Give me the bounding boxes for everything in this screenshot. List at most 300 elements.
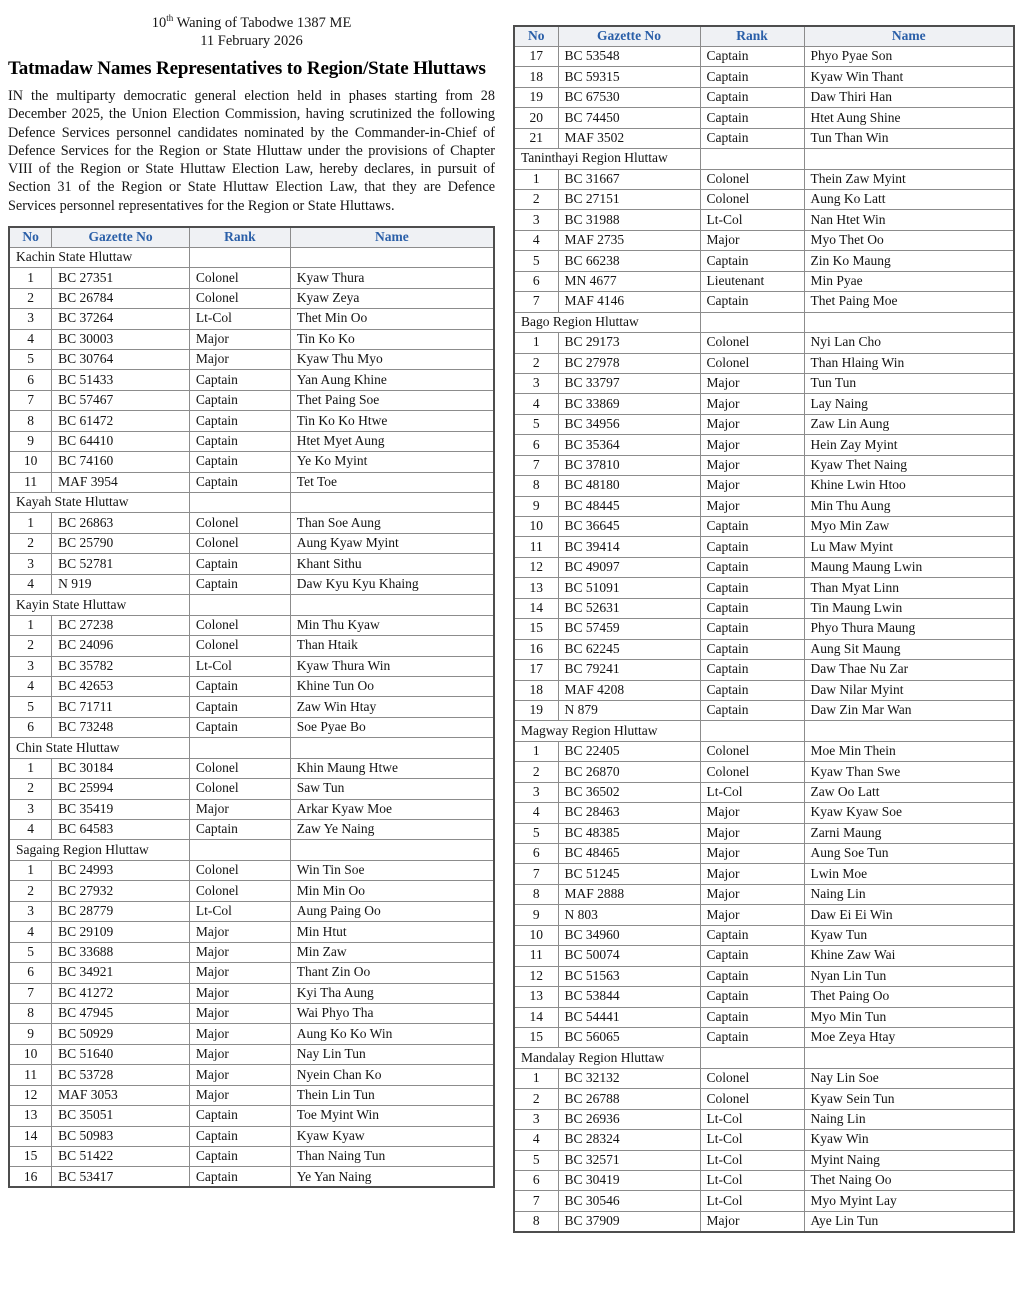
table-row [514,823,1014,843]
cell-gazette-no: BC 53548 [558,46,700,66]
cell-gazette-no: BC 51091 [558,578,700,598]
cell-name: Ye Yan Naing [290,1167,494,1187]
cell-no: 7 [9,390,52,410]
cell-name: Zaw Lin Aung [804,414,1014,434]
cell-gazette-no: BC 67530 [558,87,700,107]
cell-name: Myo Min Tun [804,1007,1014,1027]
cell-no: 6 [9,963,52,983]
cell-gazette-no: BC 27151 [558,190,700,210]
representatives-table-right [513,25,1015,1233]
cell-gazette-no: BC 24993 [52,860,190,880]
cell-rank: Major [189,1024,290,1044]
cell-name: Toe Myint Win [290,1106,494,1126]
cell-no: 13 [514,578,558,598]
section-empty-cell [189,840,290,860]
cell-name: Nay Lin Soe [804,1068,1014,1088]
cell-rank: Colonel [189,636,290,656]
cell-no: 5 [514,414,558,434]
cell-no: 4 [9,820,52,840]
cell-name: Wai Phyo Tha [290,1003,494,1023]
cell-no: 3 [9,656,52,676]
cell-name: Daw Kyu Kyu Khaing [290,574,494,594]
cell-no: 16 [9,1167,52,1187]
cell-name: Than Hlaing Win [804,353,1014,373]
section-row [9,738,494,758]
cell-rank: Major [700,435,804,455]
cell-gazette-no: BC 48180 [558,476,700,496]
cell-no: 13 [514,987,558,1007]
cell-name: Myo Min Zaw [804,517,1014,537]
cell-name: Daw Ei Ei Win [804,905,1014,925]
cell-name: Nyi Lan Cho [804,333,1014,353]
cell-name: Thet Min Oo [290,309,494,329]
cell-no: 2 [9,881,52,901]
article-body: IN the multiparty democratic general election held in phases starting from 28 December 2025, the Union Election Commission, having scrutinized the following Defence Services personnel candidates nominated by the Commander-in-Chief of Defence Services for the Region or State Hluttaw under the provisions of Chapter VIII of the Region or State Hluttaw Election Law, hereby declares, in pursuit of Section 31 of the Region or State Hluttaw Election Law, that they are Defence Services personnel representatives for the Region or State Hluttaws. [8,88,495,214]
cell-gazette-no: BC 28779 [52,901,190,921]
cell-no: 6 [514,271,558,291]
cell-name: Min Thu Aung [804,496,1014,516]
cell-name: Min Thu Kyaw [290,615,494,635]
cell-name: Htet Aung Shine [804,108,1014,128]
cell-rank: Lt-Col [189,309,290,329]
cell-gazette-no: BC 52781 [52,554,190,574]
cell-no: 14 [514,1007,558,1027]
cell-name: Aung Ko Latt [804,190,1014,210]
table-row [9,860,494,880]
cell-no: 11 [9,472,52,492]
cell-no: 9 [514,905,558,925]
cell-name: Naing Lin [804,884,1014,904]
cell-rank: Captain [700,557,804,577]
cell-rank: Colonel [189,533,290,553]
table-row [514,1068,1014,1088]
table-row [9,554,494,574]
cell-no: 11 [9,1065,52,1085]
column-header-gazette-no: Gazette No [52,227,190,247]
cell-name: Aung Ko Ko Win [290,1024,494,1044]
table-row [514,517,1014,537]
cell-rank: Major [700,230,804,250]
cell-gazette-no: BC 48465 [558,844,700,864]
cell-rank: Captain [189,1106,290,1126]
cell-no: 12 [514,557,558,577]
cell-no: 16 [514,639,558,659]
cell-rank: Captain [189,431,290,451]
cell-no: 1 [9,268,52,288]
cell-gazette-no: BC 50929 [52,1024,190,1044]
cell-name: Kyaw Tun [804,925,1014,945]
cell-rank: Captain [189,717,290,737]
table-row [514,864,1014,884]
cell-name: Naing Lin [804,1109,1014,1129]
section-empty-cell [804,721,1014,741]
date-day: 10 [151,14,167,31]
cell-no: 5 [514,251,558,271]
cell-name: Aye Lin Tun [804,1211,1014,1231]
cell-no: 15 [9,1147,52,1167]
cell-rank: Colonel [189,513,290,533]
cell-gazette-no: BC 30003 [52,329,190,349]
cell-rank: Major [700,455,804,475]
table-row [9,370,494,390]
cell-gazette-no: BC 30764 [52,349,190,369]
table-row [514,639,1014,659]
masthead-date [8,13,495,50]
cell-no: 2 [9,288,52,308]
table-row [9,656,494,676]
cell-no: 20 [514,108,558,128]
cell-no: 2 [9,636,52,656]
cell-name: Min Htut [290,922,494,942]
cell-rank: Major [189,1065,290,1085]
cell-rank: Lt-Col [700,1191,804,1211]
cell-gazette-no: BC 57467 [52,390,190,410]
cell-no: 11 [514,537,558,557]
cell-rank: Major [700,905,804,925]
cell-name: Than Naing Tun [290,1147,494,1167]
cell-no: 7 [514,455,558,475]
cell-no: 14 [514,598,558,618]
cell-name: Lwin Moe [804,864,1014,884]
cell-name: Thein Lin Tun [290,1085,494,1105]
date-rest: Waning of Tabodwe 1387 ME [173,14,352,31]
cell-rank: Lt-Col [700,1150,804,1170]
cell-name: Yan Aung Khine [290,370,494,390]
cell-gazette-no: N 919 [52,574,190,594]
cell-no: 12 [9,1085,52,1105]
section-empty-cell [804,312,1014,332]
cell-gazette-no: BC 61472 [52,411,190,431]
table-row [514,46,1014,66]
cell-rank: Lt-Col [189,656,290,676]
cell-name: Kyaw Than Swe [804,762,1014,782]
cell-gazette-no: BC 26936 [558,1109,700,1129]
cell-rank: Colonel [189,779,290,799]
cell-gazette-no: BC 51640 [52,1044,190,1064]
table-row [514,414,1014,434]
cell-rank: Major [189,349,290,369]
cell-gazette-no: BC 27238 [52,615,190,635]
cell-gazette-no: MAF 4146 [558,292,700,312]
section-empty-cell [290,840,494,860]
cell-gazette-no: BC 25994 [52,779,190,799]
cell-gazette-no: BC 51433 [52,370,190,390]
table-row [514,660,1014,680]
table-row [9,513,494,533]
cell-no: 19 [514,700,558,720]
cell-rank: Captain [700,128,804,148]
cell-no: 4 [514,803,558,823]
column-header-rank: Rank [700,26,804,46]
table-row [9,636,494,656]
cell-gazette-no: BC 25790 [52,533,190,553]
cell-no: 8 [514,476,558,496]
cell-rank: Colonel [700,1068,804,1088]
cell-gazette-no: N 803 [558,905,700,925]
cell-gazette-no: BC 51563 [558,966,700,986]
cell-no: 10 [514,517,558,537]
table-row [9,268,494,288]
cell-gazette-no: BC 41272 [52,983,190,1003]
cell-gazette-no: BC 39414 [558,537,700,557]
table-row [9,288,494,308]
cell-no: 13 [9,1106,52,1126]
table-row [514,741,1014,761]
date-line-1 [8,13,495,33]
section-empty-cell [290,738,494,758]
table-row [9,1167,494,1187]
cell-rank: Major [189,1003,290,1023]
cell-no: 6 [9,370,52,390]
cell-gazette-no: BC 79241 [558,660,700,680]
cell-gazette-no: BC 48445 [558,496,700,516]
cell-rank: Captain [700,67,804,87]
cell-name: Nyan Lin Tun [804,966,1014,986]
cell-no: 4 [9,922,52,942]
cell-name: Tin Ko Ko [290,329,494,349]
cell-rank: Captain [700,946,804,966]
cell-rank: Colonel [189,881,290,901]
table-row [9,1065,494,1085]
cell-rank: Colonel [700,353,804,373]
cell-name: Tet Toe [290,472,494,492]
cell-rank: Major [700,496,804,516]
section-empty-cell [189,595,290,615]
cell-rank: Colonel [700,169,804,189]
cell-rank: Captain [700,598,804,618]
cell-name: Tin Maung Lwin [804,598,1014,618]
section-title: Kayah State Hluttaw [9,493,189,513]
column-header-name: Name [804,26,1014,46]
cell-name: Tin Ko Ko Htwe [290,411,494,431]
cell-gazette-no: BC 57459 [558,619,700,639]
cell-name: Ye Ko Myint [290,452,494,472]
section-empty-cell [804,1048,1014,1068]
cell-rank: Captain [700,700,804,720]
cell-no: 2 [514,762,558,782]
cell-no: 1 [514,1068,558,1088]
column-header-gazette-no: Gazette No [558,26,700,46]
cell-gazette-no: BC 64583 [52,820,190,840]
cell-gazette-no: BC 35364 [558,435,700,455]
cell-no: 19 [514,87,558,107]
cell-rank: Captain [700,639,804,659]
cell-gazette-no: BC 28324 [558,1130,700,1150]
cell-gazette-no: MAF 4208 [558,680,700,700]
cell-no: 3 [514,210,558,230]
cell-name: Min Pyae [804,271,1014,291]
cell-rank: Colonel [189,860,290,880]
cell-name: Kyaw Sein Tun [804,1089,1014,1109]
cell-name: Zaw Win Htay [290,697,494,717]
table-row [9,1147,494,1167]
cell-no: 8 [514,1211,558,1231]
table-row [9,1024,494,1044]
cell-name: Kyaw Win Thant [804,67,1014,87]
table-row [9,615,494,635]
table-row [9,881,494,901]
section-title: Chin State Hluttaw [9,738,189,758]
table-row [514,435,1014,455]
cell-name: Maung Maung Lwin [804,557,1014,577]
cell-no: 8 [514,884,558,904]
cell-name: Tun Tun [804,373,1014,393]
cell-no: 3 [514,373,558,393]
cell-name: Daw Thiri Han [804,87,1014,107]
right-column [513,25,1015,1233]
cell-name: Thet Paing Oo [804,987,1014,1007]
cell-rank: Captain [700,517,804,537]
table-row [514,169,1014,189]
cell-rank: Captain [700,680,804,700]
cell-gazette-no: BC 27351 [52,268,190,288]
cell-name: Aung Kyaw Myint [290,533,494,553]
cell-gazette-no: BC 31988 [558,210,700,230]
cell-gazette-no: BC 37264 [52,309,190,329]
cell-gazette-no: BC 26863 [52,513,190,533]
cell-gazette-no: BC 33688 [52,942,190,962]
table-row [514,1150,1014,1170]
table-row [9,779,494,799]
cell-rank: Colonel [700,190,804,210]
cell-no: 8 [9,411,52,431]
cell-gazette-no: BC 37810 [558,455,700,475]
cell-gazette-no: BC 32132 [558,1068,700,1088]
table-row [9,717,494,737]
table-row [9,574,494,594]
cell-name: Myo Myint Lay [804,1191,1014,1211]
cell-no: 4 [9,676,52,696]
cell-rank: Captain [189,472,290,492]
cell-no: 10 [9,452,52,472]
cell-name: Zin Ko Maung [804,251,1014,271]
cell-gazette-no: BC 31667 [558,169,700,189]
cell-rank: Colonel [700,1089,804,1109]
table-row [514,925,1014,945]
table-row [514,762,1014,782]
table-row [514,251,1014,271]
cell-gazette-no: BC 34960 [558,925,700,945]
table-row [514,844,1014,864]
cell-gazette-no: BC 64410 [52,431,190,451]
cell-rank: Major [700,476,804,496]
cell-rank: Captain [700,537,804,557]
cell-rank: Colonel [189,288,290,308]
cell-gazette-no: BC 51422 [52,1147,190,1167]
section-empty-cell [700,721,804,741]
cell-gazette-no: BC 62245 [558,639,700,659]
cell-no: 1 [9,615,52,635]
cell-name: Tun Than Win [804,128,1014,148]
table-row [514,210,1014,230]
cell-no: 2 [9,779,52,799]
cell-name: Khin Maung Htwe [290,758,494,778]
cell-gazette-no: BC 35051 [52,1106,190,1126]
table-row [9,697,494,717]
section-empty-cell [700,312,804,332]
cell-gazette-no: BC 24096 [52,636,190,656]
cell-no: 6 [514,844,558,864]
cell-gazette-no: BC 34921 [52,963,190,983]
cell-name: Aung Soe Tun [804,844,1014,864]
cell-no: 6 [514,1171,558,1191]
cell-rank: Colonel [700,333,804,353]
cell-gazette-no: BC 29109 [52,922,190,942]
cell-no: 1 [9,513,52,533]
cell-rank: Lt-Col [189,901,290,921]
cell-gazette-no: BC 22405 [558,741,700,761]
section-row [9,840,494,860]
cell-no: 17 [514,46,558,66]
cell-gazette-no: BC 59315 [558,67,700,87]
section-title: Mandalay Region Hluttaw [514,1048,700,1068]
cell-name: Khant Sithu [290,554,494,574]
table-row [514,1089,1014,1109]
table-row [9,922,494,942]
cell-gazette-no: BC 51245 [558,864,700,884]
date-ordinal-suffix: th [166,13,174,23]
cell-gazette-no: BC 30546 [558,1191,700,1211]
cell-name: Myint Naing [804,1150,1014,1170]
table-row [514,496,1014,516]
left-column [8,8,495,1188]
cell-gazette-no: BC 32571 [558,1150,700,1170]
cell-no: 7 [514,1191,558,1211]
cell-rank: Captain [189,820,290,840]
cell-name: Nan Htet Win [804,210,1014,230]
cell-gazette-no: BC 27932 [52,881,190,901]
cell-gazette-no: BC 53728 [52,1065,190,1085]
cell-no: 12 [514,966,558,986]
cell-no: 7 [9,983,52,1003]
cell-no: 4 [514,394,558,414]
cell-name: Zaw Ye Naing [290,820,494,840]
cell-no: 5 [9,942,52,962]
section-title: Sagaing Region Hluttaw [9,840,189,860]
table-row [514,1171,1014,1191]
cell-gazette-no: BC 34956 [558,414,700,434]
cell-rank: Major [189,942,290,962]
table-row [9,533,494,553]
table-row [9,676,494,696]
cell-name: Moe Min Thein [804,741,1014,761]
cell-gazette-no: BC 53417 [52,1167,190,1187]
cell-rank: Lt-Col [700,1171,804,1191]
cell-rank: Colonel [189,268,290,288]
cell-no: 17 [514,660,558,680]
cell-no: 3 [9,554,52,574]
cell-rank: Captain [189,1126,290,1146]
cell-name: Phyo Thura Maung [804,619,1014,639]
cell-rank: Captain [189,574,290,594]
cell-rank: Captain [700,619,804,639]
cell-name: Lu Maw Myint [804,537,1014,557]
cell-gazette-no: BC 52631 [558,598,700,618]
table-row [514,230,1014,250]
cell-name: Aung Sit Maung [804,639,1014,659]
cell-rank: Captain [189,697,290,717]
article-title: Tatmadaw Names Representatives to Region/State Hluttaws [8,58,486,80]
cell-gazette-no: BC 28463 [558,803,700,823]
table-row [9,472,494,492]
cell-no: 21 [514,128,558,148]
section-row [514,312,1014,332]
cell-rank: Lt-Col [700,1109,804,1129]
section-empty-cell [804,149,1014,169]
table-row [514,946,1014,966]
cell-gazette-no: MAF 2735 [558,230,700,250]
cell-no: 9 [9,431,52,451]
